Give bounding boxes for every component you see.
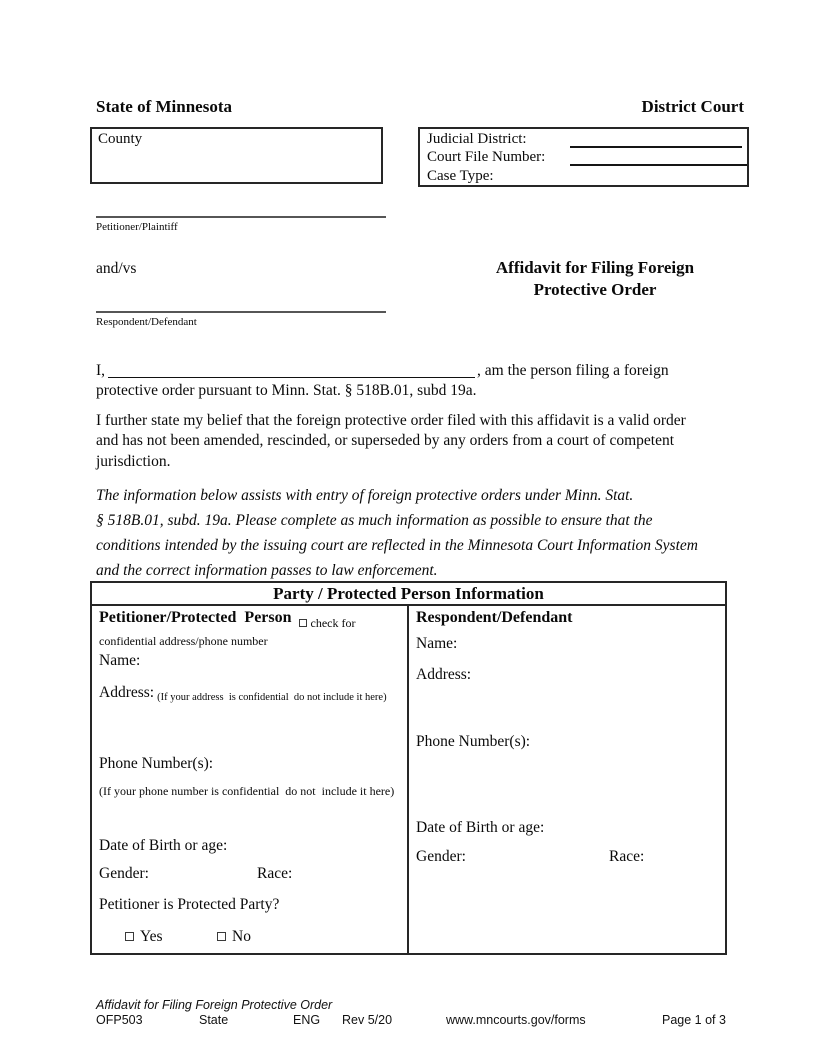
party-information-table — [90, 581, 727, 955]
petitioner-race-label: Race: — [257, 865, 293, 882]
petitioner-dob-label: Date of Birth or age: — [99, 837, 228, 854]
protected-party-no-option[interactable] — [217, 928, 251, 946]
information-note — [96, 483, 751, 583]
petitioner-address-label: Address: — [99, 684, 155, 701]
respondent-name-label: Name: — [416, 635, 458, 652]
party-table-body — [92, 606, 725, 953]
footer-form-code: OFP503 — [96, 1013, 143, 1027]
footer-language: ENG — [293, 1013, 321, 1027]
court-file-number-input-line[interactable] — [570, 148, 747, 167]
respondent-gender-label: Gender: — [416, 848, 466, 865]
county-label: County — [98, 131, 143, 147]
validity-statement-line2: and has not been amended, rescinded, or superseded by any orders from a court of competent — [96, 432, 675, 450]
affiant-suffix: , am the person filing a foreign — [477, 362, 669, 379]
document-title — [430, 257, 760, 300]
affiant-statement — [96, 361, 736, 402]
respondent-address-label: Address: — [416, 666, 472, 683]
petitioner-column — [92, 606, 409, 953]
confidential-checkbox-row — [299, 616, 356, 630]
validity-statement — [96, 411, 741, 472]
petitioner-address-field[interactable] — [99, 684, 387, 702]
respondent-column-heading: Respondent/Defendant — [416, 609, 573, 626]
no-checkbox[interactable] — [217, 932, 226, 941]
respondent-name-field[interactable] — [416, 635, 457, 653]
footer-page-info: Page 1 of 3 — [662, 1013, 726, 1027]
information-note-line4: and the correct information passes to law enforcement. — [96, 562, 438, 579]
judicial-district-label: Judicial District: — [427, 130, 527, 147]
respondent-phone-field[interactable] — [416, 733, 530, 751]
case-type-label: Case Type: — [427, 168, 494, 185]
petitioner-name-label: Name: — [99, 652, 141, 669]
confidential-note-line2: confidential address/phone number — [99, 634, 268, 648]
confidential-checkbox[interactable] — [299, 619, 307, 627]
document-title-line1: Affidavit for Filing Foreign — [495, 258, 695, 277]
petitioner-plaintiff-label: Petitioner/Plaintiff — [96, 221, 178, 233]
respondent-defendant-label: Respondent/Defendant — [96, 316, 197, 328]
petitioner-column-heading-row — [99, 609, 356, 630]
affiant-prefix: I, — [96, 362, 106, 379]
case-type-row — [427, 166, 747, 185]
respondent-race-label: Race: — [609, 848, 645, 865]
court-file-number-label: Court File Number: — [427, 149, 546, 166]
footer-website: www.mncourts.gov/forms — [446, 1013, 586, 1027]
respondent-dob-label: Date of Birth or age: — [416, 819, 545, 836]
respondent-address-field[interactable] — [416, 666, 471, 684]
respondent-phone-label: Phone Number(s): — [416, 733, 531, 750]
validity-statement-line3: jurisdiction. — [96, 452, 171, 470]
court-file-number-row — [427, 148, 747, 167]
petitioner-race-field[interactable] — [257, 865, 292, 883]
county-box[interactable] — [90, 127, 383, 184]
footer-jurisdiction: State — [199, 1013, 229, 1027]
protected-party-yes-option[interactable] — [125, 928, 163, 946]
information-note-line1: The information below assists with entry of foreign protective orders under Minn. Stat. — [96, 487, 634, 504]
yes-checkbox[interactable] — [125, 932, 134, 941]
state-heading: State of Minnesota — [96, 97, 232, 116]
case-info-box — [418, 127, 749, 187]
validity-statement-line1: I further state my belief that the foreign protective order filed with this affidavit is a valid order — [96, 412, 686, 429]
petitioner-phone-note: (If your phone number is confidential do not include it here) — [99, 784, 395, 798]
information-note-line3: conditions intended by the issuing court are reflected in the Minnesota Court Information System — [96, 537, 698, 554]
petitioner-name-field[interactable] — [99, 652, 140, 670]
petitioner-name-line[interactable] — [96, 216, 386, 218]
petitioner-dob-field[interactable] — [99, 837, 227, 855]
judicial-district-row — [427, 129, 747, 148]
petitioner-phone-field[interactable] — [99, 755, 213, 773]
judicial-district-input-line[interactable] — [570, 129, 742, 148]
information-note-line2: § 518B.01, subd. 19a. Please complete as much information as possible to ensure that the — [96, 512, 653, 529]
petitioner-gender-field[interactable] — [99, 865, 149, 883]
protected-party-question: Petitioner is Protected Party? — [99, 896, 280, 913]
affiant-name-input-line[interactable] — [108, 377, 475, 378]
petitioner-gender-label: Gender: — [99, 865, 149, 882]
affiant-statement-line1 — [96, 361, 736, 381]
yes-label: Yes — [140, 928, 163, 945]
footer-revision: Rev 5/20 — [342, 1013, 393, 1027]
confidential-checkbox-label: check for — [310, 616, 356, 630]
petitioner-address-note: (If your address is confidential do not include it here) — [157, 692, 387, 703]
petitioner-phone-label: Phone Number(s): — [99, 755, 214, 772]
respondent-name-line[interactable] — [96, 311, 386, 313]
footer-form-title: Affidavit for Filing Foreign Protective Order — [96, 998, 333, 1012]
district-court-heading: District Court — [641, 97, 744, 116]
petitioner-column-heading: Petitioner/Protected Person — [99, 609, 292, 626]
respondent-race-field[interactable] — [609, 848, 644, 866]
respondent-gender-field[interactable] — [416, 848, 466, 866]
and-vs-label: and/vs — [96, 260, 137, 277]
document-title-line2: Protective Order — [533, 279, 657, 299]
no-label: No — [232, 928, 251, 945]
party-table-title: Party / Protected Person Information — [92, 583, 725, 606]
respondent-dob-field[interactable] — [416, 819, 544, 837]
respondent-column — [409, 606, 725, 953]
affiant-statement-line2: protective order pursuant to Minn. Stat. § 518B.01, subd 19a. — [96, 382, 477, 400]
